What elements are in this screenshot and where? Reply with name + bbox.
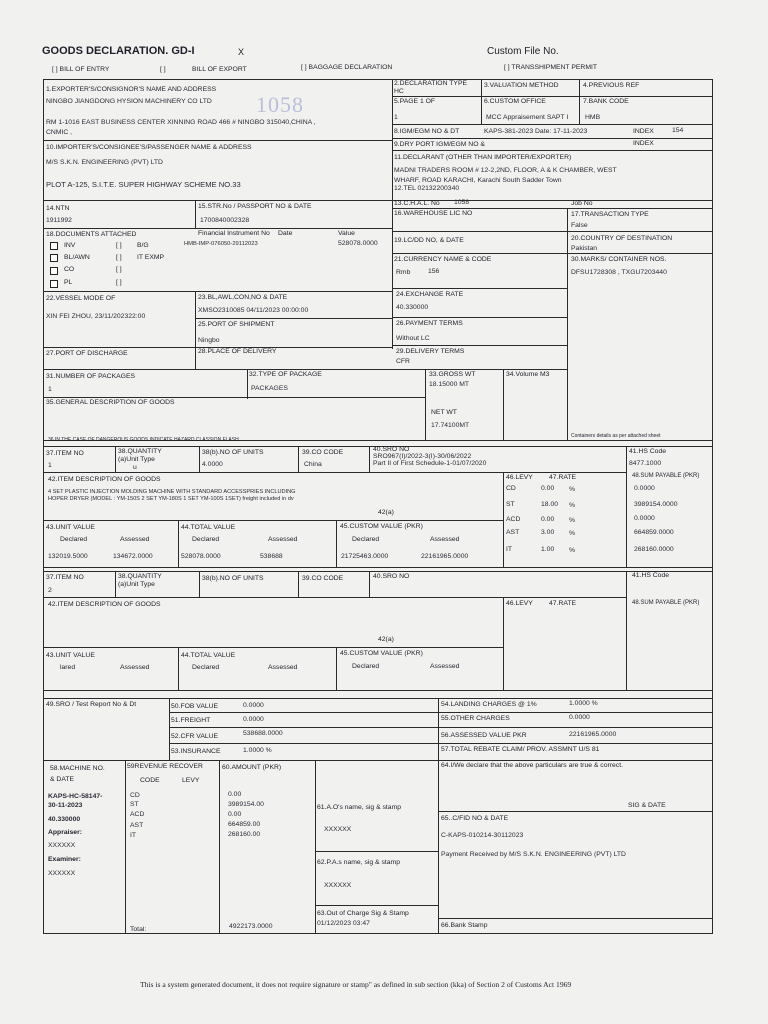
received-stamp: 1058 (256, 92, 304, 117)
dry-port-label: 9.DRY PORT IGM/EGM NO & (394, 141, 485, 148)
page-label: 5.PAGE 1 OF (394, 98, 436, 105)
port-shipment-value: Ningbo (198, 337, 220, 344)
item2-co-label: 39.CO CODE (302, 575, 344, 582)
custom-file-label: Custom File No. (487, 46, 559, 57)
item1-total-value-label: 44.TOTAL VALUE (181, 524, 236, 531)
machine-date-label: & DATE (50, 776, 75, 783)
code-label: CODE (140, 777, 160, 784)
levy-pct: % (569, 502, 576, 509)
currency-name: Rmb (396, 269, 411, 276)
fin-instrument-label: Financial Instrument No (198, 230, 270, 237)
item1-uv-declared: 132019.5000 (48, 553, 88, 560)
fin-value-label: Value (338, 230, 355, 237)
gross-wt-value: 18.15000 MT (429, 381, 470, 388)
vessel-label: 22.VESSEL MODE OF (46, 295, 116, 302)
machine-rate-value: 40.330000 (48, 816, 81, 823)
item2-unit-type-label: (a)Unit Type (118, 581, 155, 588)
exchange-rate-label: 24.EXCHANGE RATE (396, 291, 464, 298)
item1-custom-value-label: 45.CUSTOM VALUE (PKR) (340, 523, 423, 530)
exporter-label: 1.EXPORTER'S/CONSIGNOR'S NAME AND ADDRESS (46, 86, 217, 93)
form-title: GOODS DECLARATION. GD-I (42, 45, 195, 57)
sro-test-label: 49.SRO / Test Report No & Dt (46, 701, 137, 708)
item2-custom-value-label: 45.CUSTOM VALUE (PKR) (340, 650, 423, 657)
currency-label: 21.CURRENCY NAME & CODE (394, 256, 492, 263)
item1-sro-line1: SRO967(I)/2022-3(I)-30/06/2022 (373, 453, 472, 460)
strn-label: 15.STR.No / PASSPORT NO & DATE (198, 203, 312, 210)
levy-code: CD (506, 485, 516, 492)
item1-sro-line2: Part II of First Schedule-1-01/07/2020 (373, 460, 487, 467)
igm-label: 8.IGM/EGM NO & DT (394, 128, 460, 135)
out-of-charge-value: 01/12/2023 03:47 (317, 920, 370, 927)
transaction-type-value: False (571, 222, 588, 229)
levy-sum: 3989154.0000 (634, 501, 678, 508)
item2-units-label: 38(b).NO OF UNITS (202, 575, 264, 582)
page-value: 1 (394, 114, 398, 121)
item1-units-label: 38(b).NO OF UNITS (202, 449, 264, 456)
landing-value: 1.0000 % (569, 700, 598, 707)
importer-address: PLOT A-125, S.I.T.E. SUPER HIGHWAY SCHEME NO.33 (46, 180, 241, 189)
item1-cv-assessed: 22161965.0000 (421, 553, 469, 560)
item2-cv-declared-label: Declared (352, 663, 380, 670)
inv-label: INV (64, 242, 76, 249)
pa-value: XXXXXX (324, 882, 352, 889)
levy-pct: % (569, 486, 576, 493)
item1-42a: 42(a) (378, 509, 394, 516)
marks-value: DFSU1728308 , TXGU7203440 (571, 269, 667, 276)
dry-port-index-label: INDEX (633, 140, 654, 147)
levy-rate: 0.00 (541, 485, 555, 492)
payment-terms-value: Without LC (396, 335, 430, 342)
item2-rate-label: 47.RATE (549, 600, 577, 607)
bl-awn-label: BL/AWN (64, 254, 90, 261)
co-checkbox[interactable] (50, 267, 58, 275)
other-charges-label: 55.OTHER CHARGES (441, 715, 510, 722)
bank-stamp-label: 66.Bank Stamp (441, 922, 488, 929)
revenue-code: AST (130, 822, 144, 829)
item2-total-value-label: 44.TOTAL VALUE (181, 652, 236, 659)
net-wt-label: NET WT (431, 409, 457, 416)
bg-label: B/G (137, 242, 149, 249)
item1-co: China (304, 461, 322, 468)
levy-rate: 18.00 (541, 501, 559, 508)
empty-box-4: [ ] (116, 279, 122, 286)
levy-sum: 0.0000 (634, 515, 655, 522)
item1-cv-declared: 21725463.0000 (341, 553, 389, 560)
declarant-tel: 12.TEL 02132200340 (394, 185, 460, 192)
documents-label: 18.DOCUMENTS ATTACHED (46, 231, 137, 238)
item1-cv-declared-label: Declared (352, 536, 380, 543)
assessed-value-label: 56.ASSESSED VALUE PKR (441, 732, 527, 739)
valuation-label: 3.VALUATION METHOD (484, 82, 559, 89)
item1-unit-type-label: (a)Unit Type (118, 456, 155, 463)
num-packages-value: 1 (48, 386, 52, 393)
importer-label: 10.IMPORTER'S/CONSIGNEE'S/PASSENGER NAME & ADDRESS (46, 144, 252, 151)
inv-checkbox[interactable] (50, 242, 58, 250)
insurance-label: 53.INSURANCE (171, 748, 221, 755)
payment-received: Payment Received by M/S S.K.N. ENGINEERING (PVT) LTD (441, 851, 626, 858)
levy-pct: % (569, 530, 576, 537)
country-value: Pakistan (571, 245, 598, 252)
empty-box-3: [ ] (116, 266, 122, 273)
item1-levy-label: 46.LEVY (506, 474, 533, 481)
x-mark: X (238, 47, 245, 57)
place-delivery-label: 28.PLACE OF DELIVERY (198, 348, 277, 355)
item1-uv-assessed-label: Assessed (120, 536, 150, 543)
chal-value: 1058 (454, 199, 470, 206)
item1-no: 1 (48, 462, 52, 469)
other-charges-value: 0.0000 (569, 714, 590, 721)
job-no-label: Job No (571, 200, 593, 207)
footer-note: This is a system generated document, it does not require signature or stamp" as defined in sub section (kka) of Section 2 of Customs Act 1969 (140, 980, 572, 989)
levy-code: ST (506, 501, 515, 508)
levy-sum: 268160.0000 (634, 546, 674, 553)
fin-date-label: Date (278, 230, 293, 237)
transaction-type-label: 17.TRANSACTION TYPE (571, 211, 649, 218)
freight-value: 0.0000 (243, 716, 264, 723)
custom-office-value: MCC Appraisement SAPT I (486, 114, 569, 121)
volume-label: 34.Volume M3 (506, 371, 550, 378)
bg-box: [ ] (116, 242, 122, 249)
exporter-name: NINGBO JIANGDONG HYSION MACHINERY CO LTD (46, 98, 212, 105)
bank-code-label: 7.BANK CODE (583, 98, 629, 105)
levy-code: AST (506, 529, 520, 536)
item2-unit-value-label: 43.UNIT VALUE (46, 652, 95, 659)
levy-pct: % (569, 547, 576, 554)
examiner-label: Examiner: (48, 856, 81, 863)
warehouse-label: 16.WAREHOUSE LIC NO (394, 210, 473, 217)
revenue-code: IT (130, 832, 137, 839)
igm-index-value: 154 (672, 127, 684, 134)
levy-sum: 0.0000 (634, 485, 655, 492)
cfr-label: 52.CFR VALUE (171, 733, 219, 740)
item1-uv-assessed: 134672.0000 (113, 553, 153, 560)
machine-date-value: 30-11-2023 (48, 802, 83, 809)
blawl-value: XMSO2310085 04/11/2023 00:00:00 (198, 307, 309, 314)
cfid-label: 65..C/FID NO & DATE (441, 815, 509, 822)
currency-code: 156 (428, 268, 440, 275)
pl-checkbox[interactable] (50, 280, 58, 288)
levy-rate: 0.00 (541, 516, 555, 523)
machine-no-label: 58.MACHINE NO. (50, 765, 105, 772)
ao-label: 61.A.O's name, sig & stamp (317, 804, 402, 811)
item1-sro-label: 40.SRO NO (373, 446, 410, 453)
revenue-code: ACD (130, 811, 145, 818)
item2-sum-label: 48.SUM PAYABLE (PKR) (632, 600, 700, 606)
levy-sum: 664859.0000 (634, 529, 674, 536)
assessed-value: 22161965.0000 (569, 731, 617, 738)
payment-terms-label: 26.PAYMENT TERMS (396, 320, 463, 327)
item2-no-label: 37.ITEM NO (46, 574, 84, 581)
sig-date-label: SIG & DATE (628, 802, 666, 809)
revenue-code: CD (130, 792, 140, 799)
levy-pct: % (569, 517, 576, 524)
examiner-value: XXXXXX (48, 870, 76, 877)
exporter-address-line2: CNMIC , (46, 129, 73, 136)
item1-unit-type: u (133, 464, 137, 471)
revenue-amount: 268160.00 (228, 831, 261, 838)
item1-hs-label: 41.HS Code (629, 448, 667, 455)
declaration-type-value: HC (394, 88, 404, 95)
freight-label: 51.FREIGHT (171, 717, 211, 724)
bill-of-export-option: BILL OF EXPORT (192, 66, 247, 73)
item2-tv-declared-label: Declared (192, 664, 220, 671)
item1-desc-line1: 4 SET PLASTIC INJECTION MOLDING MACHINE WITH STANDARD ACCESSPRIES INCLUDING (48, 489, 296, 495)
declarant-line1: MADNI TRADERS ROOM # 12-2,2ND, FLOOR, A & K CHAMBER, WEST (394, 167, 617, 174)
pl-label: PL (64, 279, 73, 286)
item2-levy-label: 46.LEVY (506, 600, 533, 607)
vessel-value: XIN FEI ZHOU, 23/11/202322:00 (46, 313, 146, 320)
importer-name: M/S S.K.N. ENGINEERING (PVT) LTD (46, 159, 163, 166)
pa-label: 62.P.A.s name, sig & stamp (317, 859, 400, 866)
gross-wt-label: 33.GROSS WT (429, 371, 476, 378)
item1-tv-assessed: 538688 (260, 553, 283, 560)
item1-tv-declared: 528078.0000 (181, 553, 221, 560)
item2-sro-label: 40.SRO NO (373, 573, 410, 580)
delivery-terms-label: 29.DELIVERY TERMS (396, 348, 465, 355)
cfr-value: 538688.0000 (243, 730, 283, 737)
custom-office-label: 6.CUSTOM OFFICE (484, 98, 546, 105)
revenue-amount: 0.00 (228, 811, 242, 818)
item1-sum-label: 48.SUM PAYABLE (PKR) (632, 473, 700, 479)
item1-unit-value-label: 43.UNIT VALUE (46, 524, 95, 531)
item2-tv-assessed-label: Assessed (268, 664, 298, 671)
package-type-label: 32.TYPE OF PACKAGE (249, 371, 322, 378)
bill-of-export-box: [ ] (160, 66, 166, 73)
declaration-statement: 64.I/We declare that the above particulars are true & correct. (441, 762, 623, 769)
item2-qty-label: 38.QUANTITY (118, 573, 162, 580)
hazard-label: 36.IN THE CASE OF DANGEROUS GOODS INDICATE HAZARD CLASSION FLASH (48, 437, 239, 443)
item2-42a: 42(a) (378, 636, 394, 643)
levy-col-label: LEVY (182, 777, 200, 784)
declaration-type-label: 2.DECLARATION TYPE (394, 80, 468, 87)
bl-awn-checkbox[interactable] (50, 254, 58, 262)
item1-no-label: 37.ITEM NO (46, 450, 84, 457)
general-description-label: 35.GENERAL DESCRIPTION OF GOODS (46, 399, 175, 406)
amount-label: 60.AMOUNT (PKR) (222, 764, 282, 771)
revenue-recover-label: 59REVENUE RECOVER (127, 763, 203, 770)
ntn-value: 1911992 (46, 217, 72, 224)
landing-label: 54.LANDING CHARGES @ 1% (441, 701, 537, 708)
item1-rate-label: 47.RATE (549, 474, 577, 481)
total-label: Total: (130, 926, 147, 933)
item2-desc-label: 42.ITEM DESCRIPTION OF GOODS (48, 601, 161, 608)
fob-label: 50.FOB VALUE (171, 703, 219, 710)
total-amount: 4922173.0000 (229, 923, 273, 930)
item2-uv-declared-label: lared (60, 664, 76, 671)
item1-uv-declared-label: Declared (60, 536, 88, 543)
ao-value: XXXXXX (324, 826, 352, 833)
item1-desc-label: 42.ITEM DESCRIPTION OF GOODS (48, 476, 161, 483)
out-of-charge-label: 63.Out of Charge Sig & Stamp (317, 910, 409, 917)
num-packages-label: 31.NUMBER OF PACKAGES (46, 373, 136, 380)
appraiser-label: Appraiser: (48, 829, 82, 836)
revenue-code: ST (130, 801, 139, 808)
revenue-amount: 0.00 (228, 791, 242, 798)
item1-units: 4.0000 (202, 461, 223, 468)
fin-instrument-no: HMB-IMP-076050-29112023 (184, 241, 258, 247)
levy-rate: 3.00 (541, 529, 555, 536)
appraiser-value: XXXXXX (48, 842, 76, 849)
insurance-value: 1.0000 % (243, 747, 272, 754)
net-wt-value: 17.74100MT (431, 422, 470, 429)
declarant-line2: WHARF, ROAD KARACHI, Karachi South Sadder Town (394, 177, 562, 184)
port-shipment-label: 25.PORT OF SHIPMENT (198, 321, 275, 328)
revenue-amount: 664859.00 (228, 821, 261, 828)
package-type-value: PACKAGES (251, 385, 288, 392)
port-discharge-label: 27.PORT OF DISCHARGE (46, 350, 128, 357)
item2-uv-assessed-label: Assessed (120, 664, 150, 671)
chal-label: 13.C.H.A.L. No (394, 200, 440, 207)
revenue-amount: 3989154.00 (228, 801, 264, 808)
it-exmp-label: IT EXMP (137, 254, 165, 261)
containers-note: Containers details as per attached sheet (571, 433, 661, 439)
cfid-value: C-KAPS-010214-30112023 (441, 832, 524, 839)
ntn-label: 14.NTN (46, 205, 70, 212)
blawl-label: 23.BL,AWL,CON,NO & DATE (198, 294, 288, 301)
it-box: [ ] (116, 254, 122, 261)
item1-hs: 8477.1000 (629, 460, 662, 467)
delivery-terms-value: CFR (396, 358, 410, 365)
exporter-address-line1: RM 1-1016 EAST BUSINESS CENTER XINNING ROAD 466 # NINGBO 315040,CHINA , (46, 119, 316, 126)
fin-value: 528078.0000 (338, 240, 378, 247)
machine-no-value: KAPS-HC-58147- (48, 793, 103, 800)
marks-label: 30.MARKS/ CONTAINER NOS. (571, 256, 667, 263)
baggage-option: [ ] BAGGAGE DECLARATION (301, 64, 393, 71)
fob-value: 0.0000 (243, 702, 264, 709)
lcdd-label: 19.LC/DD NO, & DATE (394, 237, 464, 244)
item1-qty-label: 38.QUANTITY (118, 448, 162, 455)
declarant-label: 11.DECLARANT (OTHER THAN IMPORTER/EXPORTER) (394, 154, 572, 161)
levy-code: IT (506, 546, 513, 553)
country-label: 20.COUNTRY OF DESTINATION (571, 235, 673, 242)
rebate-label: 57.TOTAL REBATE CLAIM/ PROV. ASSMNT U/S 81 (441, 746, 600, 753)
item1-co-label: 39.CO CODE (302, 449, 344, 456)
exchange-rate-value: 40.330000 (396, 304, 429, 311)
transshipment-option: [ ] TRANSSHIPMENT PERMIT (504, 64, 598, 71)
item1-desc-line2: HOPER DRYER (MODEL : YM-150S 2 SET YM-180S 1 SET YM-100S 1SET) freight included in dv (48, 496, 294, 502)
item1-cv-assessed-label: Assessed (430, 536, 460, 543)
previous-ref-label: 4.PREVIOUS REF (583, 82, 640, 89)
co-label: CO (64, 266, 75, 273)
igm-index-label: INDEX (633, 128, 654, 135)
levy-code: ACD (506, 516, 521, 523)
item1-tv-declared-label: Declared (192, 536, 220, 543)
item2-hs-label: 41.HS Code (632, 572, 670, 579)
strn-value: 1700840002328 (200, 217, 250, 224)
item2-cv-assessed-label: Assessed (430, 663, 460, 670)
item1-tv-assessed-label: Assessed (268, 536, 298, 543)
levy-rate: 1.00 (541, 546, 555, 553)
bill-of-entry-option: [ ] BILL OF ENTRY (52, 66, 110, 73)
igm-value: KAPS-381-2023 Date: 17-11-2023 (484, 128, 588, 135)
bank-code-value: HMB (585, 114, 601, 121)
item2-no: 2 (48, 587, 52, 594)
